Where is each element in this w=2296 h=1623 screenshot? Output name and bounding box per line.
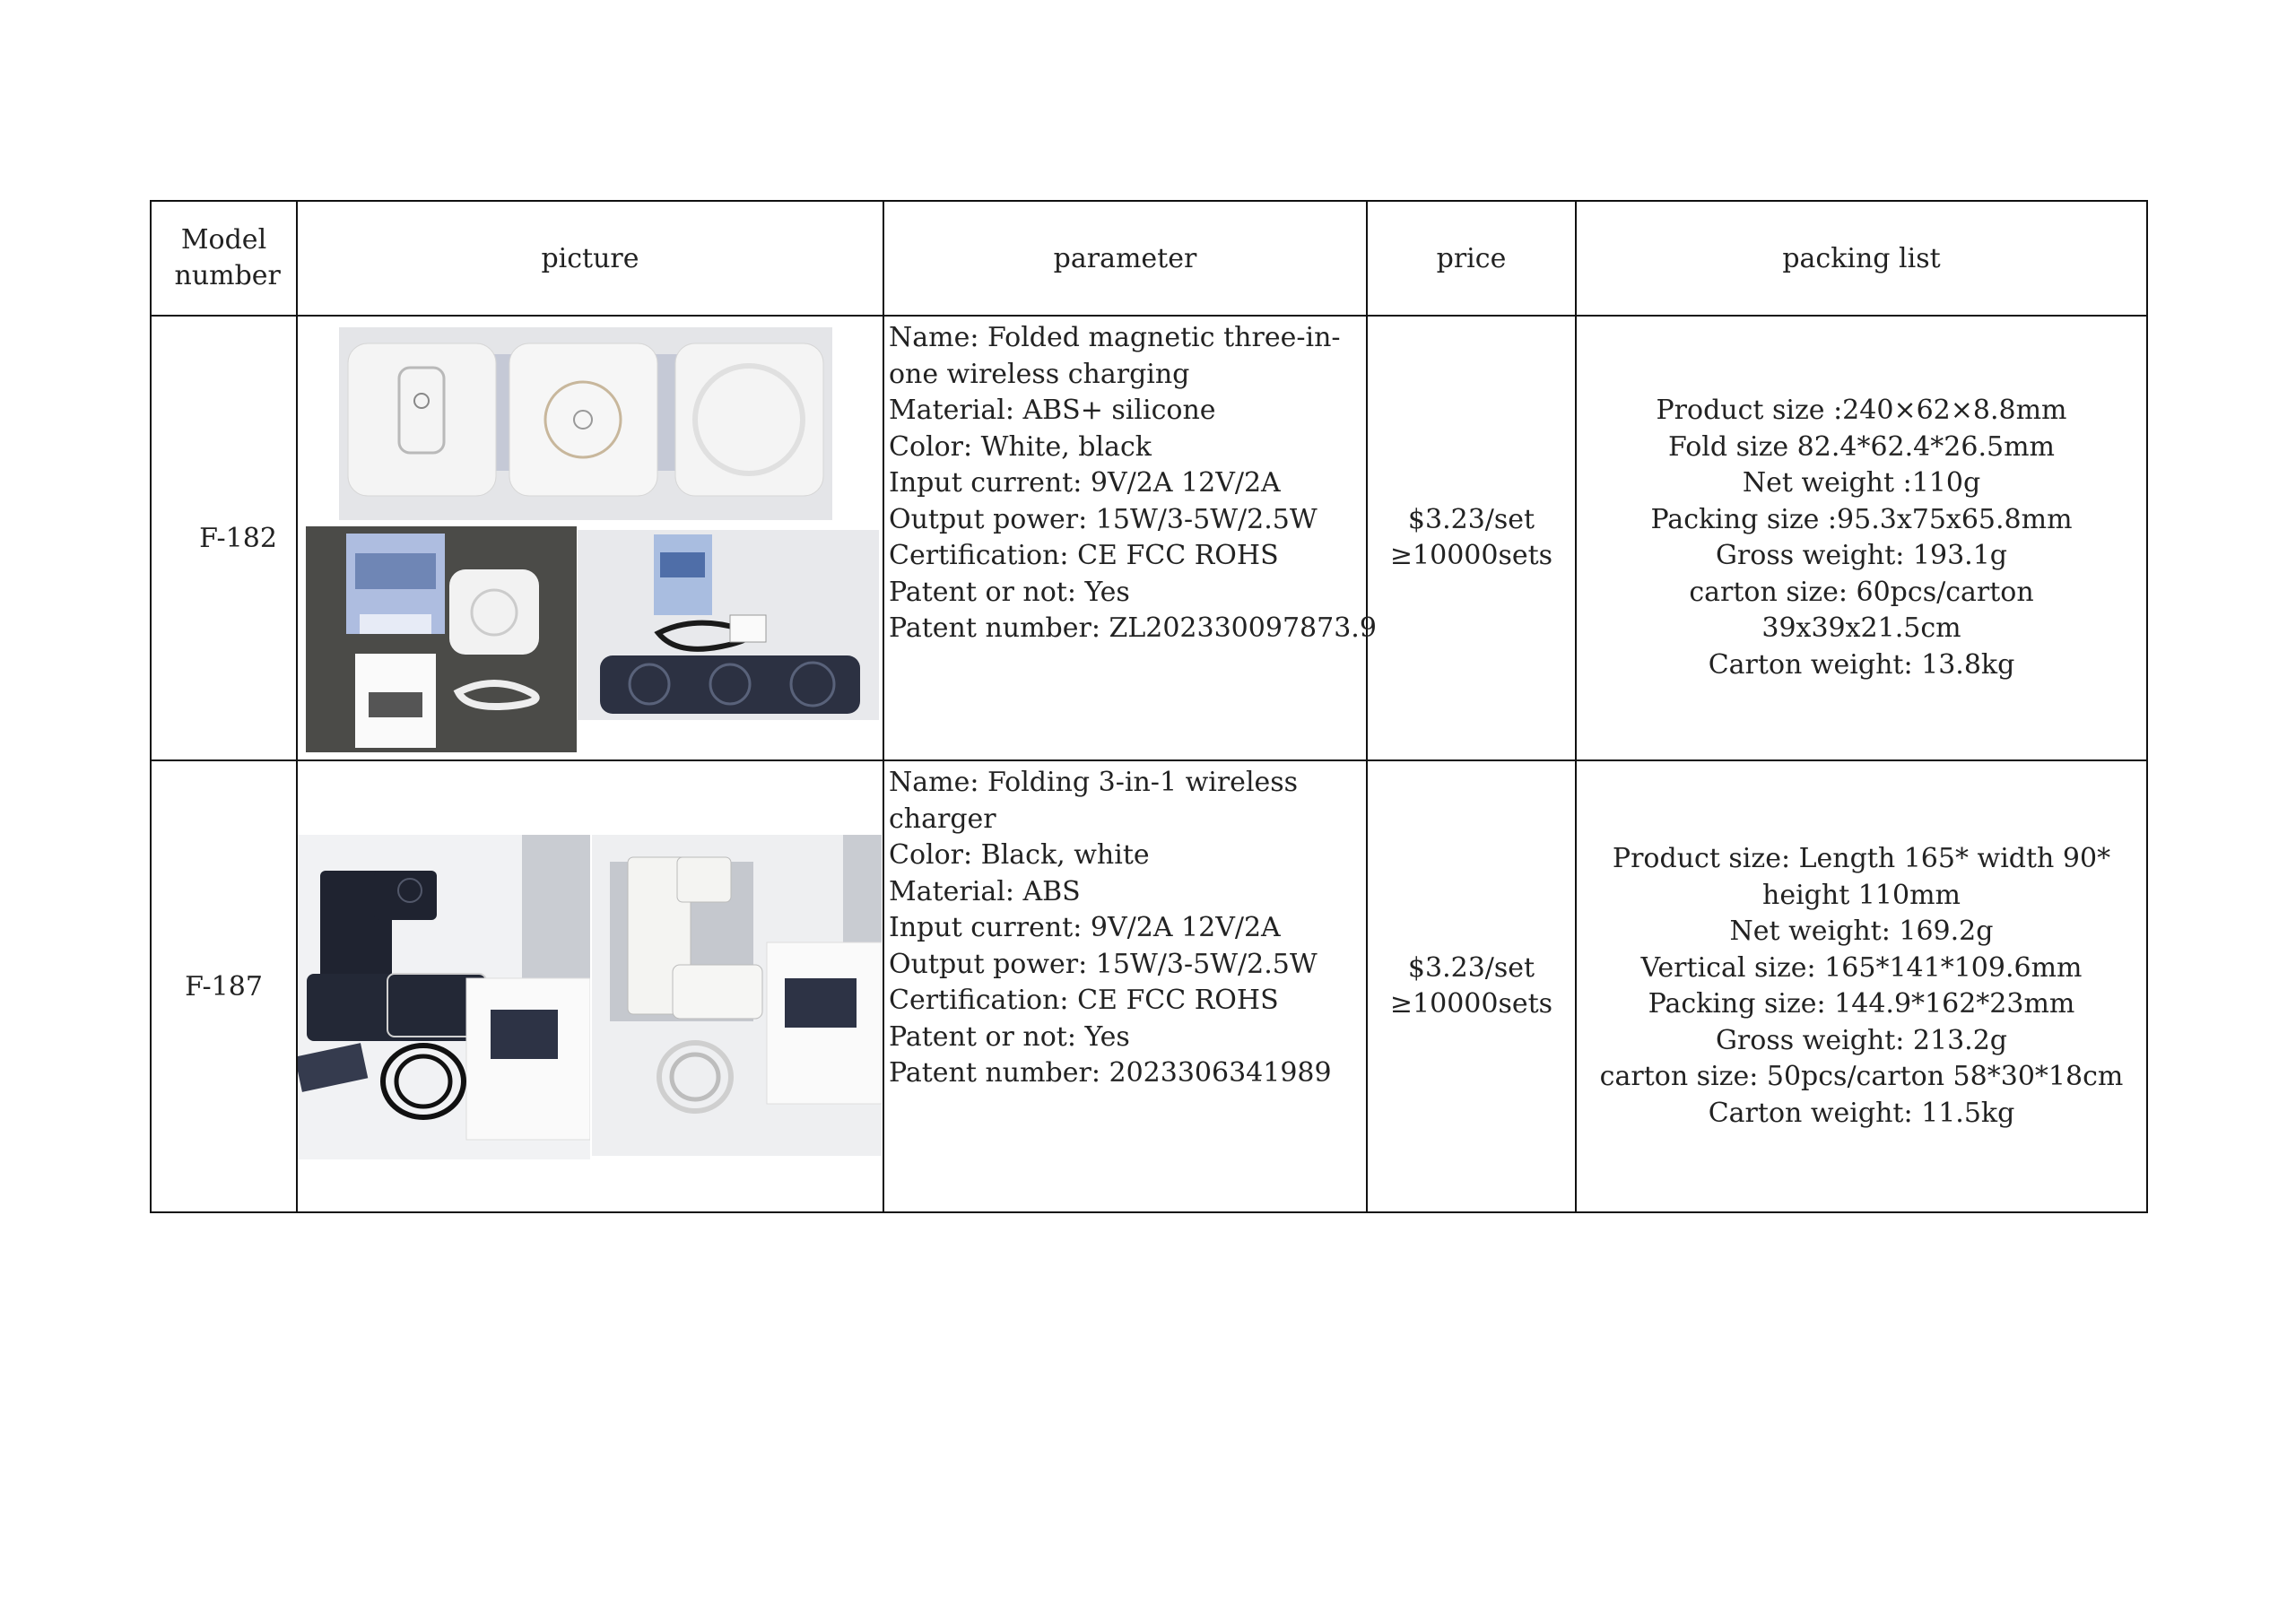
packing-line: Carton weight: 11.5kg	[1708, 1097, 2015, 1129]
packing-line: Carton weight: 13.8kg	[1708, 648, 2015, 681]
packing-line: Packing size: 144.9*162*23mm	[1648, 988, 2075, 1020]
param-line: Input current: 9V/2A 12V/2A	[889, 467, 1281, 499]
param-line: Patent number: 2023306341989	[889, 1057, 1332, 1089]
model-number-cell: F-187	[151, 760, 297, 1212]
packing-line: Packing size :95.3x75x65.8mm	[1650, 503, 2073, 535]
white-folded-charger-photo	[339, 327, 832, 520]
picture-cell	[297, 760, 883, 1212]
packing-line: Product size :240×62×8.8mm	[1656, 395, 2067, 426]
parameter-cell	[883, 760, 1367, 1212]
parameter-cell	[883, 316, 1377, 760]
param-line: Input current: 9V/2A 12V/2A	[889, 912, 1281, 943]
black-stand-charger-photo	[298, 835, 590, 1159]
model-number-cell: F-182	[151, 316, 297, 760]
white-stand-charger-photo	[592, 835, 882, 1156]
table-row	[151, 316, 2147, 760]
black-charger-with-box-photo	[578, 530, 879, 720]
header-packing-list: packing list	[1576, 201, 2147, 316]
product-spec-table	[150, 200, 2148, 1213]
packing-line: Fold size 82.4*62.4*26.5mm	[1668, 430, 2055, 463]
param-line: Color: Black, white	[889, 839, 1150, 871]
header-picture: picture	[297, 201, 883, 316]
packing-line: Net weight: 169.2g	[1729, 916, 1994, 947]
param-line: Name: Folded magnetic three-in-one wireless charging	[889, 322, 1341, 390]
minimum-order: ≥10000sets	[1389, 988, 1553, 1020]
price-cell	[1367, 760, 1576, 1212]
param-line: Patent or not: Yes	[889, 1020, 1130, 1053]
header-parameter: parameter	[883, 201, 1367, 316]
packing-line: carton size: 50pcs/carton 58*30*18cm	[1599, 1061, 2124, 1092]
header-model-number: Model number	[151, 201, 297, 316]
header-row	[151, 201, 2147, 316]
param-line: Color: White, black	[889, 430, 1152, 463]
packing-line: Product size: Length 165* width 90* height 110mm	[1612, 843, 2111, 911]
param-line: Patent or not: Yes	[889, 576, 1130, 608]
param-line: Name: Folding 3-in-1 wireless charger	[889, 767, 1299, 835]
param-line: Output power: 15W/3-5W/2.5W	[889, 948, 1318, 980]
param-line: Output power: 15W/3-5W/2.5W	[889, 503, 1318, 535]
unit-price: $3.23/set	[1407, 503, 1535, 535]
packing-line: Vertical size: 165*141*109.6mm	[1640, 951, 2083, 984]
param-line: Patent number: ZL202330097873.9	[889, 612, 1377, 644]
unit-price: $3.23/set	[1407, 951, 1535, 984]
packing-list-cell	[1576, 316, 2147, 760]
packing-list-cell	[1576, 760, 2147, 1212]
header-price: price	[1367, 201, 1576, 316]
minimum-order: ≥10000sets	[1389, 540, 1553, 571]
price-cell	[1367, 316, 1576, 760]
param-line: Certification: CE FCC ROHS	[889, 985, 1279, 1016]
packing-line: Net weight :110g	[1742, 467, 1981, 499]
boxed-white-charger-photo	[306, 526, 577, 752]
packing-line: Gross weight: 213.2g	[1715, 1024, 2008, 1056]
packing-line: Gross weight: 193.1g	[1715, 540, 2008, 571]
table-row	[151, 760, 2147, 1212]
param-line: Material: ABS	[889, 875, 1081, 907]
param-line: Certification: CE FCC ROHS	[889, 540, 1279, 571]
packing-line: carton size: 60pcs/carton 39x39x21.5cm	[1689, 576, 2034, 644]
picture-cell	[297, 316, 883, 760]
param-line: Material: ABS+ silicone	[889, 395, 1216, 426]
